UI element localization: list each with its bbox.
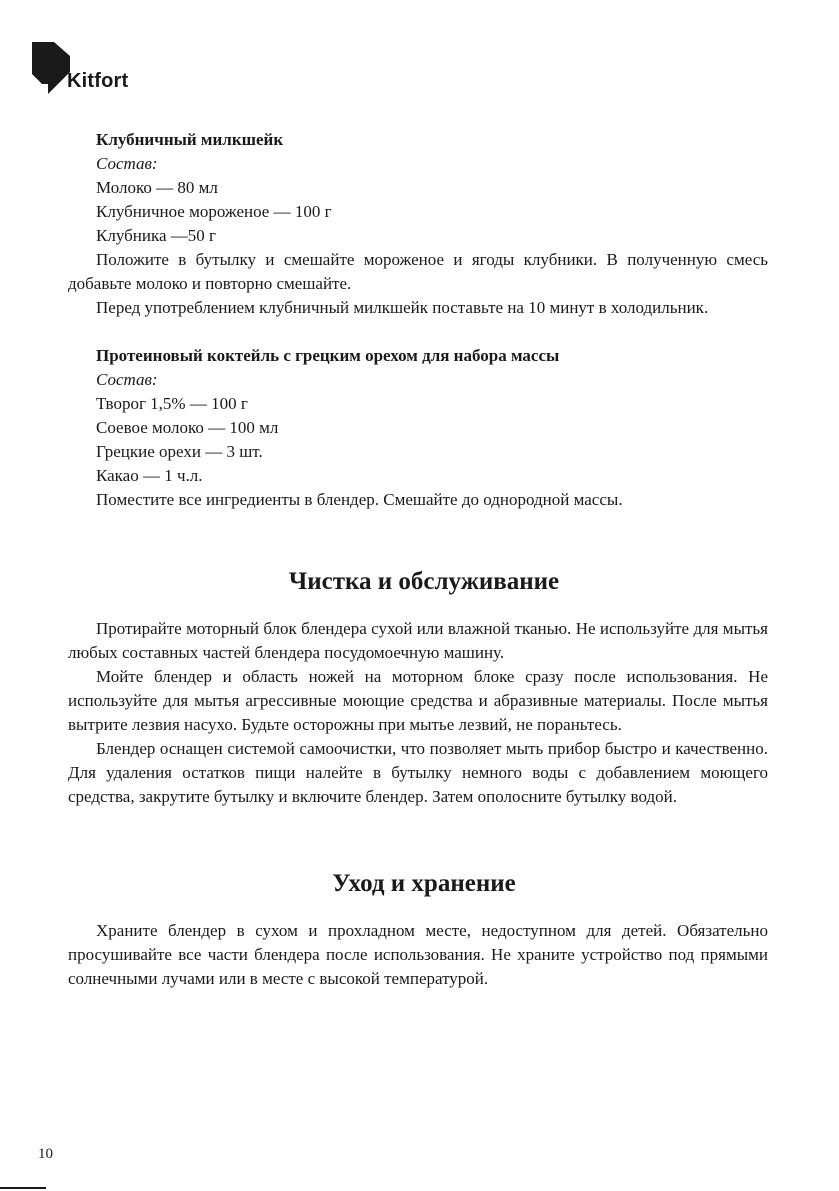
ingredient-item: Грецкие орехи — 3 шт. bbox=[96, 442, 263, 461]
brand-name: Kitfort bbox=[67, 70, 129, 92]
composition-label: Состав: bbox=[96, 370, 158, 389]
ingredient-item: Какао — 1 ч.л. bbox=[96, 466, 203, 485]
recipe-protein-shake bbox=[68, 344, 768, 512]
section-storage bbox=[68, 869, 768, 991]
ingredient-item: Творог 1,5% — 100 г bbox=[96, 394, 248, 413]
recipe-paragraph: Поместите все ингредиенты в блендер. Смешайте до однородной массы. bbox=[96, 490, 623, 509]
recipe-paragraph: Положите в бутылку и смешайте мороженое и ягоды клубники. В полученную смесь добавьте молоко и повторно смешайте. bbox=[68, 250, 768, 293]
ingredient-item: Соевое молоко — 100 мл bbox=[96, 418, 279, 437]
ingredient-item: Клубничное мороженое — 100 г bbox=[96, 202, 332, 221]
recipe-paragraph: Перед употреблением клубничный милкшейк поставьте на 10 минут в холодильник. bbox=[96, 298, 709, 317]
section-title: Уход и хранение bbox=[332, 870, 516, 897]
section-paragraph: Мойте блендер и область ножей на моторном блоке сразу после использования. Не используйте для мытья агрессивные моющие средства и абразивные материалы. После мытья вытрите лезвия насухо. Будьте осторожны при мытье лезвий, не пораньтесь. bbox=[68, 667, 768, 734]
section-paragraph: Блендер оснащен системой самоочистки, что позволяет мыть прибор быстро и качественно. Для удаления остатков пищи налейте в бутылку немного воды с добавлением моющего средства, закрутите бутылку и включите блендер. Затем ополосните бутылку водой. bbox=[68, 739, 768, 806]
section-paragraph: Протирайте моторный блок блендера сухой или влажной тканью. Не используйте для мытья любых составных частей блендера посудомоечную машину. bbox=[68, 619, 768, 662]
section-paragraph: Храните блендер в сухом и прохладном месте, недоступном для детей. Обязательно просушивайте все части блендера после использования. Не храните устройство под прямыми солнечными лучами или в месте с высокой температурой. bbox=[68, 921, 768, 988]
section-title: Чистка и обслуживание bbox=[288, 568, 560, 595]
kitfort-mark-icon bbox=[32, 42, 72, 98]
ingredient-item: Клубника —50 г bbox=[96, 226, 216, 245]
recipe-title: Клубничный милкшейк bbox=[96, 130, 284, 149]
composition-label: Состав: bbox=[96, 154, 158, 173]
page-number: 10 bbox=[38, 1146, 53, 1162]
section-cleaning bbox=[68, 567, 768, 809]
page-content bbox=[68, 128, 768, 991]
recipe-strawberry-milkshake bbox=[68, 128, 768, 320]
ingredient-item: Молоко — 80 мл bbox=[96, 178, 218, 197]
brand-logo bbox=[32, 42, 162, 98]
recipe-title: Протеиновый коктейль с грецким орехом для набора массы bbox=[96, 346, 560, 365]
bottom-rule bbox=[0, 1187, 46, 1189]
